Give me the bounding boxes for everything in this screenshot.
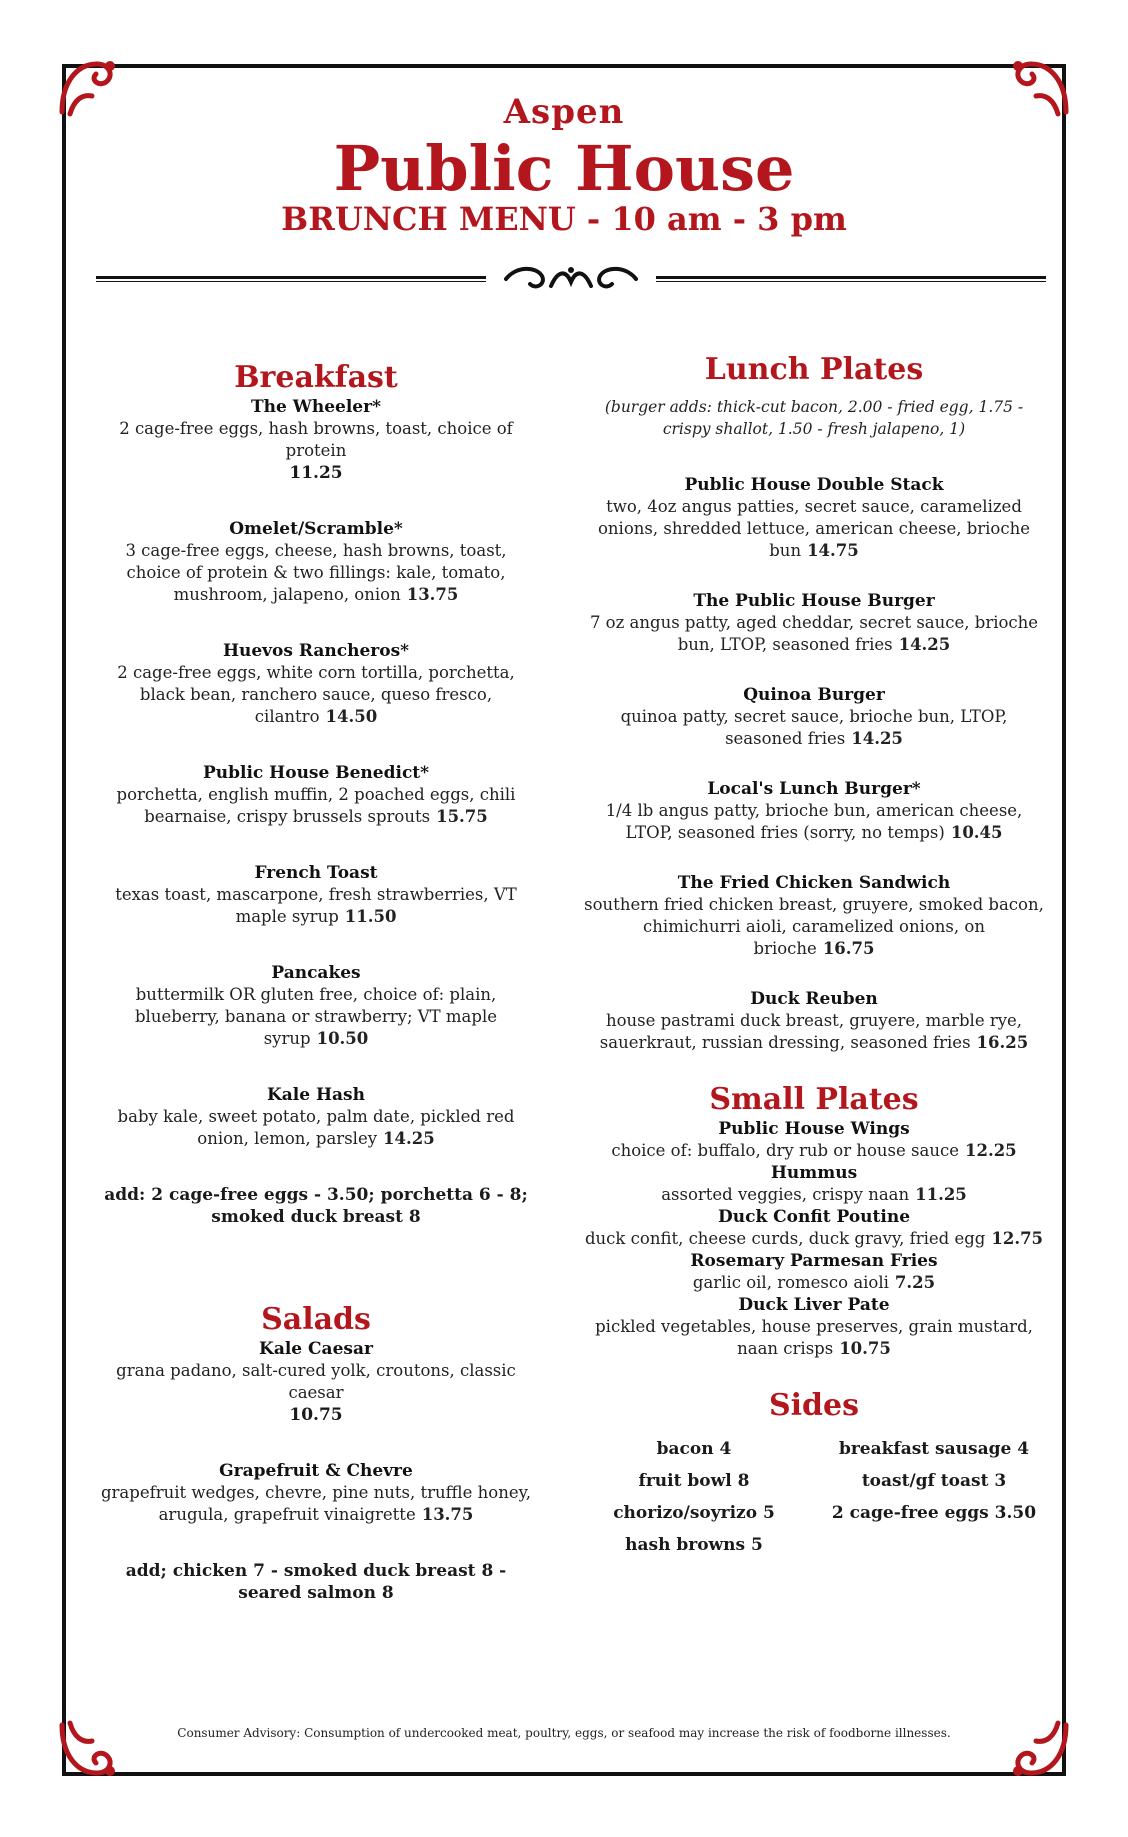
side-item: hash browns 5 bbox=[625, 1535, 763, 1555]
item-description bbox=[96, 984, 536, 1050]
item-name: Public House Benedict* bbox=[202, 763, 430, 783]
side-item: 2 cage-free eggs 3.50 bbox=[831, 1503, 1037, 1523]
item-name: Huevos Rancheros* bbox=[222, 641, 410, 661]
item-description bbox=[96, 1106, 536, 1150]
item-price: 12.75 bbox=[991, 1229, 1044, 1248]
item-price: 14.75 bbox=[807, 541, 859, 560]
item-description bbox=[584, 1316, 1044, 1360]
item-price: 14.25 bbox=[851, 729, 903, 748]
item-description-text: quinoa patty, secret sauce, brioche bun, LTOP, seasoned fries bbox=[620, 707, 1008, 748]
item-description bbox=[584, 1272, 1044, 1294]
item-description-text: grapefruit wedges, chevre, pine nuts, truffle honey, arugula, grapefruit vinaigrette bbox=[100, 1483, 531, 1524]
side-item: toast/gf toast 3 bbox=[861, 1471, 1007, 1491]
breakfast-addons: add: 2 cage-free eggs - 3.50; porchetta 6 - 8; smoked duck breast 8 bbox=[104, 1185, 528, 1227]
menu-subtitle: BRUNCH MENU - 10 am - 3 pm bbox=[281, 200, 847, 238]
item-price: 14.25 bbox=[898, 635, 951, 654]
menu-item bbox=[584, 872, 1044, 960]
brand-small-title: Aspen bbox=[503, 92, 625, 132]
item-description bbox=[96, 784, 536, 828]
item-price: 10.75 bbox=[839, 1339, 891, 1358]
header-divider bbox=[96, 262, 1046, 296]
menu-item bbox=[96, 1084, 536, 1150]
item-description bbox=[96, 540, 536, 606]
lunch-plates-heading: Lunch Plates bbox=[704, 352, 924, 387]
menu-item bbox=[96, 762, 536, 828]
item-name: The Public House Burger bbox=[693, 591, 935, 611]
item-description-text: pickled vegetables, house preserves, grain mustard, naan crisps bbox=[595, 1317, 1033, 1358]
item-name: Kale Caesar bbox=[259, 1339, 373, 1359]
item-price: 12.25 bbox=[964, 1141, 1017, 1160]
salads-addons: add; chicken 7 - smoked duck breast 8 - seared salmon 8 bbox=[125, 1561, 507, 1603]
divider-rule-right bbox=[656, 276, 1046, 282]
item-price: 11.25 bbox=[289, 463, 343, 483]
small-plates-heading: Small Plates bbox=[709, 1082, 919, 1117]
item-price: 15.75 bbox=[436, 807, 488, 826]
side-item: fruit bowl 8 bbox=[638, 1471, 750, 1491]
item-price: 16.75 bbox=[822, 939, 875, 958]
salads-heading: Salads bbox=[261, 1302, 371, 1337]
item-description bbox=[584, 1184, 1044, 1206]
item-price: 10.50 bbox=[316, 1029, 369, 1048]
menu-item bbox=[584, 590, 1044, 656]
left-column bbox=[96, 360, 536, 1604]
item-price: 16.25 bbox=[976, 1033, 1029, 1052]
brand-title: Public House bbox=[333, 132, 795, 205]
item-name: French Toast bbox=[254, 863, 378, 883]
menu-item bbox=[584, 684, 1044, 750]
menu-item bbox=[584, 988, 1044, 1054]
item-name: The Fried Chicken Sandwich bbox=[677, 873, 951, 893]
burger-adds-note: (burger adds: thick-cut bacon, 2.00 - fried egg, 1.75 - crispy shallot, 1.50 - fresh jalapeno, 1) bbox=[604, 398, 1024, 438]
item-description-text: assorted veggies, crispy naan bbox=[661, 1185, 910, 1204]
item-price: 14.25 bbox=[383, 1129, 435, 1148]
item-price: 11.50 bbox=[344, 907, 397, 926]
item-name: Duck Reuben bbox=[750, 989, 878, 1009]
item-description-text: 7 oz angus patty, aged cheddar, secret sauce, brioche bun, LTOP, seasoned fries bbox=[589, 613, 1039, 654]
item-description-text: house pastrami duck breast, gruyere, marble rye, sauerkraut, russian dressing, seasoned fries bbox=[599, 1011, 1023, 1052]
divider-rule-left bbox=[96, 276, 486, 282]
menu-item bbox=[96, 396, 536, 484]
item-name: Grapefruit & Chevre bbox=[219, 1461, 413, 1481]
menu-header bbox=[0, 92, 1128, 236]
item-description: grana padano, salt-cured yolk, croutons, classic caesar bbox=[116, 1361, 516, 1402]
item-name: Omelet/Scramble* bbox=[229, 519, 403, 539]
item-price: 11.25 bbox=[915, 1185, 967, 1204]
consumer-advisory: Consumer Advisory: Consumption of undercooked meat, poultry, eggs, or seafood may increase the risk of foodborne illnesses. bbox=[177, 1726, 951, 1740]
item-price: 13.75 bbox=[421, 1505, 474, 1524]
item-description-text: buttermilk OR gluten free, choice of: plain, blueberry, banana or strawberry; VT maple syrup bbox=[134, 985, 498, 1048]
breakfast-heading: Breakfast bbox=[234, 360, 398, 395]
menu-item bbox=[96, 518, 536, 606]
menu-item bbox=[96, 962, 536, 1050]
item-description bbox=[96, 662, 536, 728]
right-column bbox=[584, 352, 1044, 1556]
sides-heading: Sides bbox=[768, 1388, 859, 1423]
item-description-text: two, 4oz angus patties, secret sauce, caramelized onions, shredded lettuce, american cheese, brioche bun bbox=[598, 497, 1030, 560]
item-description-text: duck confit, cheese curds, duck gravy, fried egg bbox=[584, 1229, 986, 1248]
item-description bbox=[584, 706, 1044, 750]
menu-item bbox=[584, 1206, 1044, 1250]
menu-item bbox=[584, 1250, 1044, 1294]
side-item: bacon 4 bbox=[656, 1439, 732, 1459]
item-name: Rosemary Parmesan Fries bbox=[690, 1251, 938, 1271]
item-description-text: choice of: buffalo, dry rub or house sauce bbox=[611, 1141, 959, 1160]
item-description-text: 3 cage-free eggs, cheese, hash browns, toast, choice of protein & two fillings: kale, tomato, mushroom, jalapeno, onion bbox=[125, 541, 507, 604]
item-name: Kale Hash bbox=[267, 1085, 365, 1105]
item-description bbox=[584, 894, 1044, 960]
item-name: Public House Double Stack bbox=[684, 475, 944, 495]
menu-item bbox=[96, 862, 536, 928]
side-item: breakfast sausage 4 bbox=[838, 1439, 1030, 1459]
item-name: Duck Confit Poutine bbox=[717, 1207, 911, 1227]
item-description: 2 cage-free eggs, hash browns, toast, choice of protein bbox=[119, 419, 513, 460]
item-description bbox=[584, 800, 1044, 844]
item-name: Quinoa Burger bbox=[743, 685, 885, 705]
sides-list bbox=[584, 1438, 1044, 1556]
item-description bbox=[96, 1482, 536, 1526]
item-price: 10.45 bbox=[950, 823, 1003, 842]
item-description bbox=[584, 612, 1044, 656]
menu-item bbox=[584, 1162, 1044, 1206]
item-description bbox=[96, 884, 536, 928]
item-description-text: 2 cage-free eggs, white corn tortilla, porchetta, black bean, ranchero sauce, queso fresco, cilantro bbox=[117, 663, 515, 726]
menu-item bbox=[96, 1460, 536, 1526]
item-description bbox=[584, 1140, 1044, 1162]
item-description-text: garlic oil, romesco aioli bbox=[692, 1273, 889, 1292]
item-description-text: porchetta, english muffin, 2 poached eggs, chili bearnaise, crispy brussels sprouts bbox=[116, 785, 516, 826]
item-description-text: texas toast, mascarpone, fresh strawberries, VT maple syrup bbox=[115, 885, 517, 926]
item-description-text: 1/4 lb angus patty, brioche bun, american cheese, LTOP, seasoned fries (sorry, no temps) bbox=[605, 801, 1023, 842]
menu-item bbox=[96, 1338, 536, 1426]
item-price: 10.75 bbox=[289, 1405, 343, 1425]
flourish-divider-icon bbox=[496, 262, 646, 296]
menu-item bbox=[584, 1294, 1044, 1360]
menu-item bbox=[584, 474, 1044, 562]
item-description bbox=[584, 1228, 1044, 1250]
side-item: chorizo/soyrizo 5 bbox=[613, 1503, 775, 1523]
item-price: 7.25 bbox=[894, 1273, 936, 1292]
item-description-text: baby kale, sweet potato, palm date, pickled red onion, lemon, parsley bbox=[117, 1107, 515, 1148]
item-description-text: southern fried chicken breast, gruyere, smoked bacon, chimichurri aioli, caramelized onions, on brioche bbox=[584, 895, 1044, 958]
item-price: 13.75 bbox=[406, 585, 459, 604]
item-description bbox=[584, 1010, 1044, 1054]
item-name: The Wheeler* bbox=[251, 397, 381, 417]
item-name: Pancakes bbox=[271, 963, 361, 983]
item-description bbox=[584, 496, 1044, 562]
menu-item bbox=[584, 778, 1044, 844]
menu-item bbox=[584, 1118, 1044, 1162]
item-name: Public House Wings bbox=[718, 1119, 910, 1139]
item-name: Hummus bbox=[770, 1163, 858, 1183]
item-name: Local's Lunch Burger* bbox=[707, 779, 921, 799]
item-name: Duck Liver Pate bbox=[738, 1295, 890, 1315]
menu-item bbox=[96, 640, 536, 728]
item-price: 14.50 bbox=[325, 707, 378, 726]
